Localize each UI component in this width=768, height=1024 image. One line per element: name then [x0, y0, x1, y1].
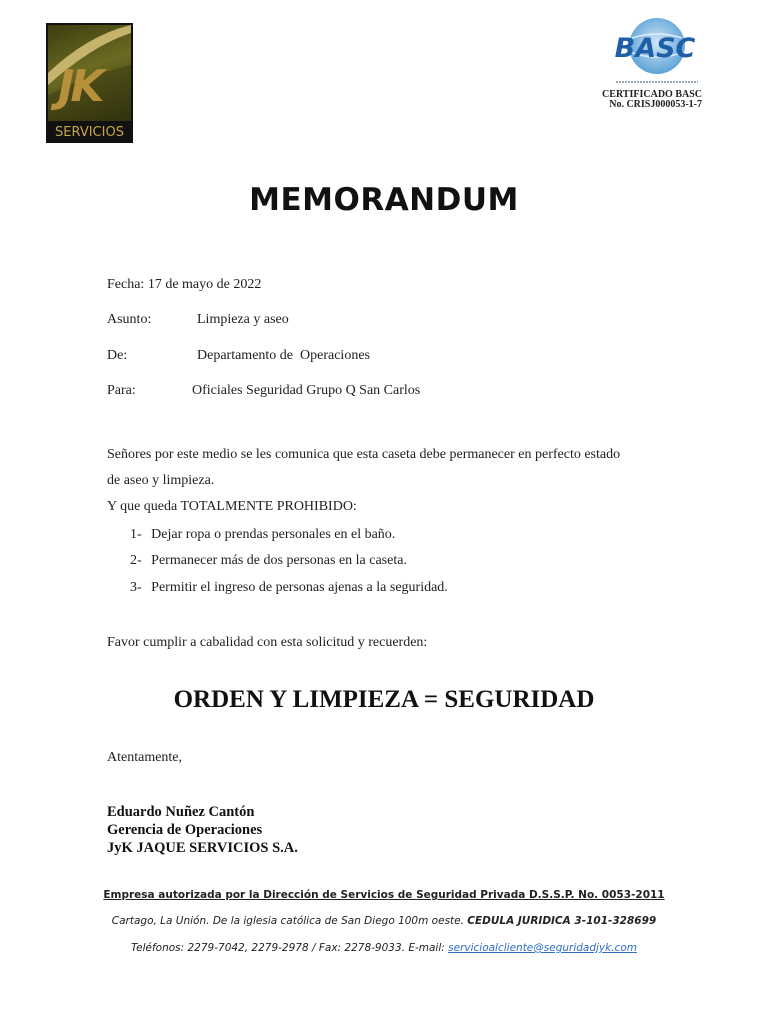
footer-address — [0, 915, 768, 927]
cert-line-2: No. CRISJ000053-1-7 — [609, 99, 702, 110]
body-paragraph-3: Favor cumplir a cabalidad con esta solicitud y recuerden: — [107, 635, 428, 650]
basc-certificate — [602, 90, 702, 110]
body-paragraph-2: Y que queda TOTALMENTE PROHIBIDO: — [107, 499, 357, 514]
slogan: ORDEN Y LIMPIEZA = SEGURIDAD — [173, 686, 595, 713]
field-asunto-label: Asunto: — [107, 312, 152, 327]
body-paragraph-1 — [107, 442, 687, 520]
footer-address-text: Cartago, La Unión. De la iglesia católica de San Diego 100m oeste. — [111, 915, 464, 927]
field-fecha — [107, 277, 261, 293]
footer-email-link[interactable]: servicioalcliente@seguridadjyk.com — [448, 942, 637, 954]
field-asunto-value: Limpieza y aseo — [197, 312, 289, 327]
list-item — [130, 580, 448, 596]
jk-logo-emblem — [48, 25, 131, 121]
footer-phones: Teléfonos: 2279-7042, 2279-2978 / Fax: 2278-9033. E-mail: — [131, 942, 445, 954]
signature-block — [107, 803, 298, 857]
signature-company: JyK JAQUE SERVICIOS S.A. — [107, 840, 298, 856]
list-item — [130, 527, 395, 543]
field-de-value: Departamento de Operaciones — [197, 348, 370, 363]
fecha-value: 17 de mayo de 2022 — [147, 277, 262, 292]
footer-cedula: CEDULA JURIDICA 3-101-328699 — [467, 915, 657, 927]
footer-contact — [0, 942, 768, 954]
basc-logo-text: BASC — [614, 33, 696, 64]
body-paragraph-1-line-1: Señores por este medio se les comunica que esta caseta debe permanecer en perfecto estado — [107, 447, 621, 462]
field-de-label: De: — [107, 348, 128, 363]
list-item-number: 3- — [130, 580, 142, 595]
page-title: MEMORANDUM — [249, 182, 519, 218]
field-para-label: Para: — [107, 383, 136, 398]
jk-logo-word: SERVICIOS — [55, 125, 124, 140]
list-item-number: 1- — [130, 527, 142, 542]
signature-role: Gerencia de Operaciones — [107, 822, 263, 838]
basc-globe-icon — [610, 16, 700, 86]
closing: Atentamente, — [107, 750, 183, 765]
list-item-text: Permanecer más de dos personas en la caseta. — [151, 553, 407, 568]
body-paragraph-1-line-2: de aseo y limpieza. — [107, 473, 215, 488]
list-item-number: 2- — [130, 553, 142, 568]
footer-authorization: Empresa autorizada por la Dirección de Servicios de Seguridad Privada D.S.S.P. No. 0053-2011 — [103, 889, 665, 901]
list-item-text: Permitir el ingreso de personas ajenas a la seguridad. — [151, 580, 448, 595]
basc-logo — [610, 16, 700, 86]
jk-logo-letters: JK — [58, 61, 101, 112]
fecha-label: Fecha: — [107, 277, 145, 292]
field-para-value: Oficiales Seguridad Grupo Q San Carlos — [192, 383, 421, 398]
cert-line-1: CERTIFICADO BASC — [602, 89, 702, 100]
signature-name: Eduardo Nuñez Cantón — [107, 804, 255, 820]
jk-servicios-logo — [46, 23, 133, 143]
list-item — [130, 553, 407, 569]
list-item-text: Dejar ropa o prendas personales en el baño. — [151, 527, 396, 542]
